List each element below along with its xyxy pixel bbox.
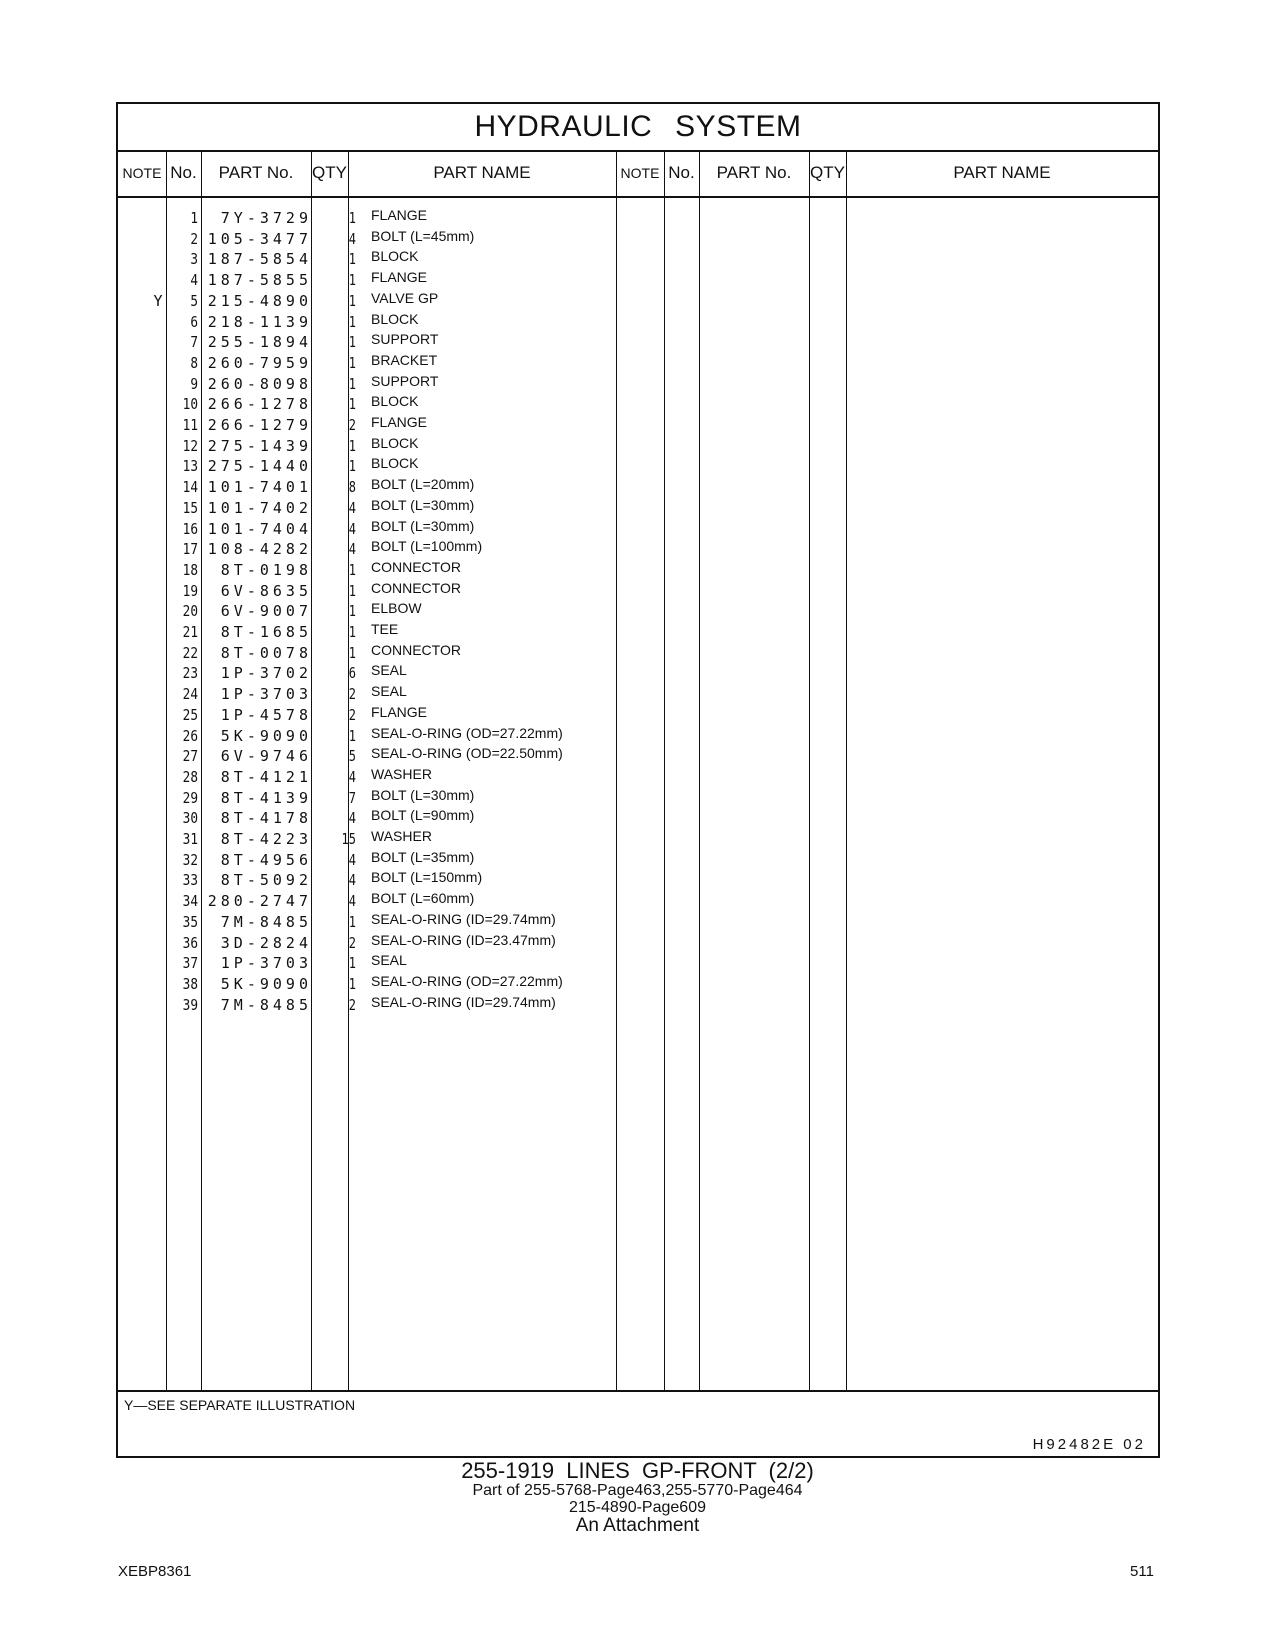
part-number-cell: 8T-0198: [220, 560, 312, 579]
quantity-cell: 1: [348, 457, 356, 476]
note-cell: [148, 436, 168, 458]
item-number-cell: 28: [182, 767, 198, 786]
header-part-name-right: PART NAME: [953, 163, 1051, 182]
part-name-cell: SEAL-O-RING (OD=27.22mm): [371, 972, 563, 989]
table-row: [118, 705, 1158, 727]
section-title: HYDRAULIC SYSTEM: [118, 104, 1158, 152]
part-number-cell: 260-7959: [207, 353, 312, 372]
note-cell: Y: [153, 291, 163, 310]
part-name-cell: BLOCK: [371, 248, 419, 265]
note-cell: [148, 808, 168, 830]
table-row: [118, 291, 1158, 313]
part-number-cell: 6V-9007: [220, 602, 312, 621]
item-number-cell: 17: [182, 540, 198, 559]
part-number-cell: 105-3477: [207, 229, 312, 248]
table-row: [118, 912, 1158, 934]
figure-caption: [0, 1460, 1275, 1535]
part-name-cell: CONNECTOR: [371, 558, 461, 575]
note-cell: [148, 829, 168, 851]
note-cell: [148, 353, 168, 375]
part-number-cell: 101-7401: [207, 478, 312, 497]
quantity-cell: 1: [348, 353, 356, 372]
quantity-cell: 1: [348, 333, 356, 352]
table-row: [118, 208, 1158, 230]
quantity-cell: 1: [348, 974, 356, 993]
quantity-cell: 2: [348, 416, 356, 434]
note-cell: [148, 456, 168, 478]
item-number-cell: 9: [190, 374, 198, 393]
quantity-cell: 1: [348, 954, 356, 973]
quantity-cell: 2: [348, 705, 356, 724]
part-name-cell: CONNECTOR: [371, 641, 461, 658]
quantity-cell: 1: [348, 643, 356, 662]
part-name-cell: WASHER: [371, 828, 432, 844]
part-name-cell: BLOCK: [371, 455, 419, 472]
quantity-cell: 1: [348, 209, 356, 227]
header-note-right: NOTE: [620, 165, 660, 181]
table-row: [118, 953, 1158, 975]
part-name-cell: TEE: [371, 621, 399, 637]
item-number-cell: 16: [182, 519, 198, 538]
table-row: [118, 808, 1158, 830]
table-row: [118, 995, 1158, 1017]
item-number-cell: 3: [190, 250, 198, 269]
part-name-cell: SEAL: [371, 662, 407, 679]
caption-attachment: An Attachment: [575, 1515, 700, 1536]
part-number-cell: 266-1279: [207, 416, 312, 434]
part-name-cell: VALVE GP: [371, 289, 439, 306]
table-row: [118, 519, 1158, 541]
table-row: [118, 374, 1158, 396]
note-cell: [148, 312, 168, 334]
part-number-cell: 8T-0078: [220, 643, 312, 662]
table-row: [118, 456, 1158, 478]
quantity-cell: 4: [348, 767, 356, 786]
item-number-cell: 7: [190, 333, 198, 352]
part-number-cell: 101-7404: [207, 519, 312, 538]
item-number-cell: 6: [190, 312, 198, 331]
caption-reference: 215-4890-Page609: [568, 1499, 706, 1516]
item-number-cell: 12: [182, 436, 198, 455]
part-name-cell: FLANGE: [371, 703, 428, 720]
note-cell: [148, 726, 168, 748]
table-row: [118, 974, 1158, 996]
header-part-no-right: PART No.: [716, 163, 792, 182]
part-number-cell: 275-1440: [207, 457, 312, 476]
table-row: [118, 870, 1158, 892]
part-name-cell: FLANGE: [371, 414, 428, 430]
part-number-cell: 1P-3702: [220, 664, 312, 683]
quantity-cell: 1: [348, 623, 356, 641]
note-cell: [148, 663, 168, 685]
note-cell: [148, 229, 168, 251]
item-number-cell: 38: [182, 974, 198, 993]
table-row: [118, 726, 1158, 748]
item-number-cell: 27: [182, 747, 198, 766]
note-cell: [148, 581, 168, 603]
item-number-cell: 34: [182, 892, 198, 911]
table-row: [118, 891, 1158, 913]
table-row: [118, 663, 1158, 685]
part-number-cell: 5K-9090: [220, 974, 312, 993]
part-name-cell: SUPPORT: [371, 372, 439, 389]
note-cell: [148, 539, 168, 561]
part-number-cell: 3D-2824: [220, 933, 312, 952]
note-cell: [148, 477, 168, 499]
part-number-cell: 266-1278: [207, 395, 312, 414]
part-name-cell: BOLT (L=150mm): [371, 869, 483, 886]
part-name-cell: BOLT (L=60mm): [371, 890, 475, 907]
table-row: [118, 229, 1158, 251]
column-header-row: [118, 150, 1158, 198]
page-number: 511: [1130, 1563, 1154, 1580]
table-row: [118, 767, 1158, 789]
part-name-cell: BOLT (L=20mm): [371, 476, 475, 493]
part-number-cell: 8T-4223: [220, 830, 312, 848]
header-part-name-left: PART NAME: [433, 163, 531, 182]
part-number-cell: 218-1139: [207, 312, 312, 331]
part-number-cell: 6V-9746: [220, 747, 312, 766]
part-name-cell: BOLT (L=45mm): [371, 227, 475, 244]
item-number-cell: 22: [182, 643, 198, 662]
item-number-cell: 21: [182, 623, 198, 641]
note-cell: [148, 995, 168, 1017]
part-name-cell: FLANGE: [371, 269, 428, 286]
quantity-cell: 1: [348, 312, 356, 331]
part-number-cell: 8T-1685: [220, 623, 312, 641]
item-number-cell: 35: [182, 912, 198, 931]
part-name-cell: BOLT (L=100mm): [371, 538, 483, 555]
item-number-cell: 18: [182, 560, 198, 579]
part-name-cell: BOLT (L=30mm): [371, 496, 475, 513]
table-row: [118, 498, 1158, 520]
item-number-cell: 11: [182, 416, 198, 434]
note-cell: [148, 850, 168, 872]
quantity-cell: 1: [348, 912, 356, 931]
part-name-cell: SUPPORT: [371, 331, 439, 348]
item-number-cell: 36: [182, 933, 198, 952]
table-row: [118, 539, 1158, 561]
item-number-cell: 30: [182, 809, 198, 828]
part-name-cell: ELBOW: [371, 600, 422, 617]
note-cell: [148, 974, 168, 996]
note-cell: [148, 643, 168, 665]
item-number-cell: 24: [182, 685, 198, 704]
part-number-cell: 1P-4578: [220, 705, 312, 724]
footnote: Y—SEE SEPARATE ILLUSTRATION: [124, 1397, 356, 1413]
quantity-cell: 4: [348, 229, 356, 248]
part-number-cell: 255-1894: [207, 333, 312, 352]
item-number-cell: 20: [182, 602, 198, 621]
table-row: [118, 560, 1158, 582]
note-cell: [148, 601, 168, 623]
item-number-cell: 32: [182, 850, 198, 869]
part-name-cell: SEAL-O-RING (ID=29.74mm): [371, 993, 556, 1010]
item-number-cell: 33: [182, 871, 198, 890]
quantity-cell: 6: [348, 664, 356, 683]
note-cell: [148, 912, 168, 934]
caption-title: 255-1919 LINES GP-FRONT (2/2): [461, 1458, 814, 1483]
part-name-cell: SEAL-O-RING (ID=23.47mm): [371, 931, 556, 948]
illustration-code: H92482E 02: [1032, 1436, 1146, 1453]
part-number-cell: 187-5854: [207, 250, 312, 269]
note-cell: [148, 788, 168, 810]
sheet-footer: [118, 1390, 1158, 1460]
quantity-cell: 1: [348, 374, 356, 393]
note-cell: [148, 249, 168, 271]
table-row: [118, 312, 1158, 334]
note-cell: [148, 933, 168, 955]
part-number-cell: 8T-4178: [220, 809, 312, 828]
quantity-cell: 1: [348, 560, 356, 579]
quantity-cell: 2: [348, 933, 356, 952]
part-number-cell: 187-5855: [207, 271, 312, 290]
part-number-cell: 260-8098: [207, 374, 312, 393]
note-cell: [148, 374, 168, 396]
part-number-cell: 6V-8635: [220, 581, 312, 600]
table-row: [118, 270, 1158, 292]
note-cell: [148, 953, 168, 975]
item-number-cell: 8: [190, 353, 198, 372]
table-row: [118, 353, 1158, 375]
item-number-cell: 23: [182, 664, 198, 683]
quantity-cell: 1: [348, 436, 356, 455]
header-part-no-left: PART No.: [218, 163, 294, 182]
quantity-cell: 1: [348, 602, 356, 621]
part-number-cell: 5K-9090: [220, 726, 312, 745]
item-number-cell: 25: [182, 705, 198, 724]
note-cell: [148, 270, 168, 292]
item-number-cell: 10: [182, 395, 198, 414]
part-name-cell: SEAL-O-RING (OD=27.22mm): [371, 724, 563, 741]
part-name-cell: BOLT (L=30mm): [371, 786, 475, 803]
note-cell: [148, 208, 168, 230]
item-number-cell: 39: [182, 995, 198, 1014]
part-number-cell: 280-2747: [207, 892, 312, 911]
table-row: [118, 415, 1158, 437]
quantity-cell: 4: [348, 809, 356, 828]
note-cell: [148, 767, 168, 789]
part-name-cell: SEAL: [371, 683, 407, 700]
item-number-cell: 2: [190, 229, 198, 248]
quantity-cell: 5: [348, 747, 356, 766]
table-row: [118, 643, 1158, 665]
part-number-cell: 215-4890: [207, 291, 312, 310]
caption-part-of: Part of 255-5768-Page463,255-5770-Page464: [472, 1482, 803, 1499]
table-row: [118, 622, 1158, 644]
table-row: [118, 581, 1158, 603]
quantity-cell: 8: [348, 478, 356, 497]
item-number-cell: 1: [190, 209, 198, 227]
part-name-cell: BLOCK: [371, 310, 419, 327]
item-number-cell: 5: [190, 291, 198, 310]
table-row: [118, 788, 1158, 810]
part-number-cell: 7Y-3729: [220, 209, 312, 227]
header-qty-left: QTY: [312, 163, 347, 182]
part-number-cell: 7M-8485: [220, 995, 312, 1014]
quantity-cell: 1: [348, 291, 356, 310]
part-number-cell: 275-1439: [207, 436, 312, 455]
header-qty-right: QTY: [810, 163, 845, 182]
table-row: [118, 436, 1158, 458]
table-row: [118, 332, 1158, 354]
quantity-cell: 1: [348, 395, 356, 414]
item-number-cell: 31: [182, 830, 198, 848]
quantity-cell: 4: [348, 850, 356, 869]
quantity-cell: 15: [341, 830, 356, 848]
item-number-cell: 37: [182, 954, 198, 973]
item-number-cell: 14: [182, 478, 198, 497]
item-number-cell: 4: [190, 271, 198, 290]
part-name-cell: BOLT (L=35mm): [371, 848, 475, 865]
note-cell: [148, 394, 168, 416]
table-row: [118, 829, 1158, 851]
quantity-cell: 1: [348, 581, 356, 600]
item-number-cell: 29: [182, 788, 198, 807]
part-name-cell: BLOCK: [371, 434, 419, 451]
part-name-cell: SEAL: [371, 952, 407, 969]
part-name-cell: SEAL-O-RING (ID=29.74mm): [371, 910, 556, 927]
item-number-cell: 15: [182, 498, 198, 517]
part-number-cell: 8T-4121: [220, 767, 312, 786]
parts-list-sheet: [116, 102, 1160, 1458]
item-number-cell: 13: [182, 457, 198, 476]
quantity-cell: 4: [348, 540, 356, 559]
part-name-cell: WASHER: [371, 765, 432, 782]
note-cell: [148, 870, 168, 892]
document-id: XEBP8361: [118, 1563, 192, 1580]
part-number-cell: 1P-3703: [220, 954, 312, 973]
part-name-cell: BLOCK: [371, 393, 419, 410]
note-cell: [148, 519, 168, 541]
note-cell: [148, 560, 168, 582]
quantity-cell: 2: [348, 685, 356, 704]
quantity-cell: 1: [348, 726, 356, 745]
note-cell: [148, 622, 168, 644]
quantity-cell: 2: [348, 995, 356, 1014]
part-number-cell: 1P-3703: [220, 685, 312, 704]
header-no-left: No.: [170, 163, 197, 182]
quantity-cell: 4: [348, 519, 356, 538]
table-row: [118, 850, 1158, 872]
table-row: [118, 933, 1158, 955]
part-name-cell: BRACKET: [371, 351, 438, 368]
note-cell: [148, 705, 168, 727]
part-number-cell: 8T-5092: [220, 871, 312, 890]
part-name-cell: CONNECTOR: [371, 579, 461, 596]
part-number-cell: 101-7402: [207, 498, 312, 517]
part-number-cell: 8T-4956: [220, 850, 312, 869]
part-name-cell: BOLT (L=30mm): [371, 517, 475, 534]
part-name-cell: BOLT (L=90mm): [371, 807, 475, 824]
quantity-cell: 4: [348, 871, 356, 890]
table-row: [118, 477, 1158, 499]
part-name-cell: SEAL-O-RING (OD=22.50mm): [371, 745, 563, 762]
header-no-right: No.: [668, 163, 695, 182]
quantity-cell: 4: [348, 892, 356, 911]
note-cell: [148, 415, 168, 437]
quantity-cell: 4: [348, 498, 356, 517]
table-row: [118, 684, 1158, 706]
table-row: [118, 601, 1158, 623]
item-number-cell: 26: [182, 726, 198, 745]
note-cell: [148, 891, 168, 913]
header-note-left: NOTE: [122, 165, 162, 181]
quantity-cell: 1: [348, 271, 356, 290]
note-cell: [148, 332, 168, 354]
table-row: [118, 746, 1158, 768]
note-cell: [148, 746, 168, 768]
part-name-cell: FLANGE: [371, 207, 428, 223]
part-number-cell: 108-4282: [207, 540, 312, 559]
part-number-cell: 7M-8485: [220, 912, 312, 931]
table-row: [118, 249, 1158, 271]
part-number-cell: 8T-4139: [220, 788, 312, 807]
quantity-cell: 7: [348, 788, 356, 807]
table-row: [118, 394, 1158, 416]
note-cell: [148, 498, 168, 520]
item-number-cell: 19: [182, 581, 198, 600]
parts-table-body: [118, 196, 1158, 1390]
quantity-cell: 1: [348, 250, 356, 269]
note-cell: [148, 684, 168, 706]
